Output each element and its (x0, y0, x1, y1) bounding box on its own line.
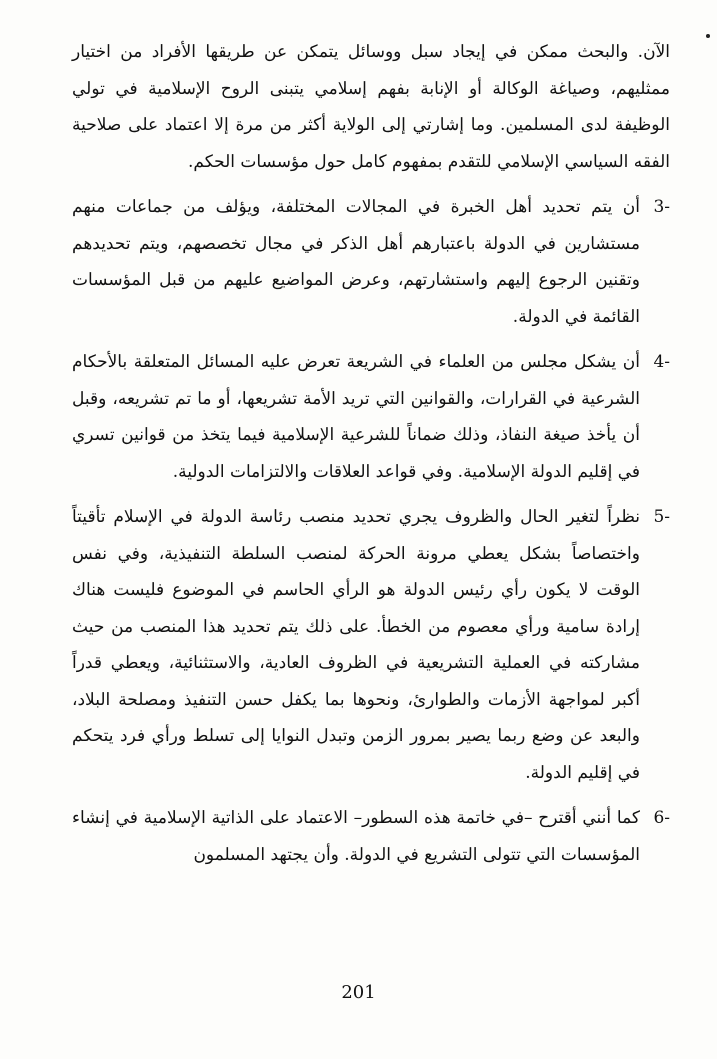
list-item-5 (72, 499, 670, 791)
item-text: أن يتم تحديد أهل الخبرة في المجالات المختلفة، ويؤلف من جماعات منهم مستشارين في الدولة باعتبارهم أهل الذكر في مجال تخصصهم، ويتم تحديدهم وتقنين الرجوع إليهم واستشارتهم، وعرض المواضيع عليهم من قبل المؤسسات القائمة في الدولة. (72, 197, 640, 327)
intro-paragraph: الآن. والبحث ممكن في إيجاد سبل ووسائل يتمكن عن طريقها الأفراد من اختيار ممثليهم، وصياغة الوكالة أو الإنابة بفهم إسلامي يتبنى الروح الإسلامية في تولي الوظيفة لدى المسلمين. وما إشارتي إلى الولاية أكثر من مرة إلا اعتماد على صلاحية الفقه السياسي الإسلامي للتقدم بمفهوم كامل حول مؤسسات الحكم. (72, 42, 670, 172)
page-number: 201 (341, 982, 376, 1003)
list-item-3 (72, 189, 670, 335)
item-number: 6- (653, 808, 670, 828)
item-text: أن يشكل مجلس من العلماء في الشريعة تعرض عليه المسائل المتعلقة بالأحكام الشرعية في القرارات، والقوانين التي تريد الأمة تشريعها، أو ما تم تشريعه، وقبل أن يأخذ صيغة النفاذ، وذلك ضماناً للشرعية الإسلامية فيما يتخذ من قوانين تسري في إقليم الدولة الإسلامية. وفي قواعد العلاقات والالتزامات الدولية. (72, 352, 640, 482)
item-text: نظراً لتغير الحال والظروف يجري تحديد منصب رئاسة الدولة في الإسلام تأقيتاً واختصاصاً بشكل يعطي مرونة الحركة لمنصب السلطة التنفيذية، وفي نفس الوقت لا يكون رأي رئيس الدولة هو الرأي الحاسم في الموضوع فليست هناك إرادة سامية ورأي معصوم من الخطأ. على ذلك يتم تحديد هذا المنصب من حيث مشاركته في العملية التشريعية في الظروف العادية، والاستثنائية، ويعطي قدراً أكبر لمواجهة الأزمات والطوارئ، ونحوها بما يكفل حسن التنفيذ ومصلحة البلاد، والبعد عن وضع ربما يصير بمرور الزمن وتبدل النوايا إلى تسلط ورأي فرد يتحكم في إقليم الدولة. (72, 507, 640, 783)
margin-dot-mark (706, 34, 710, 38)
item-number: 3- (653, 197, 670, 217)
list-item-6 (72, 800, 670, 873)
list-item-4 (72, 344, 670, 490)
item-number: 5- (653, 507, 670, 527)
page-body-text (72, 34, 670, 882)
item-number: 4- (653, 352, 670, 372)
item-text: كما أنني أقترح –في خاتمة هذه السطور– الاعتماد على الذاتية الإسلامية في إنشاء المؤسسات التي تتولى التشريع في الدولة. وأن يجتهد المسلمون (72, 808, 640, 865)
